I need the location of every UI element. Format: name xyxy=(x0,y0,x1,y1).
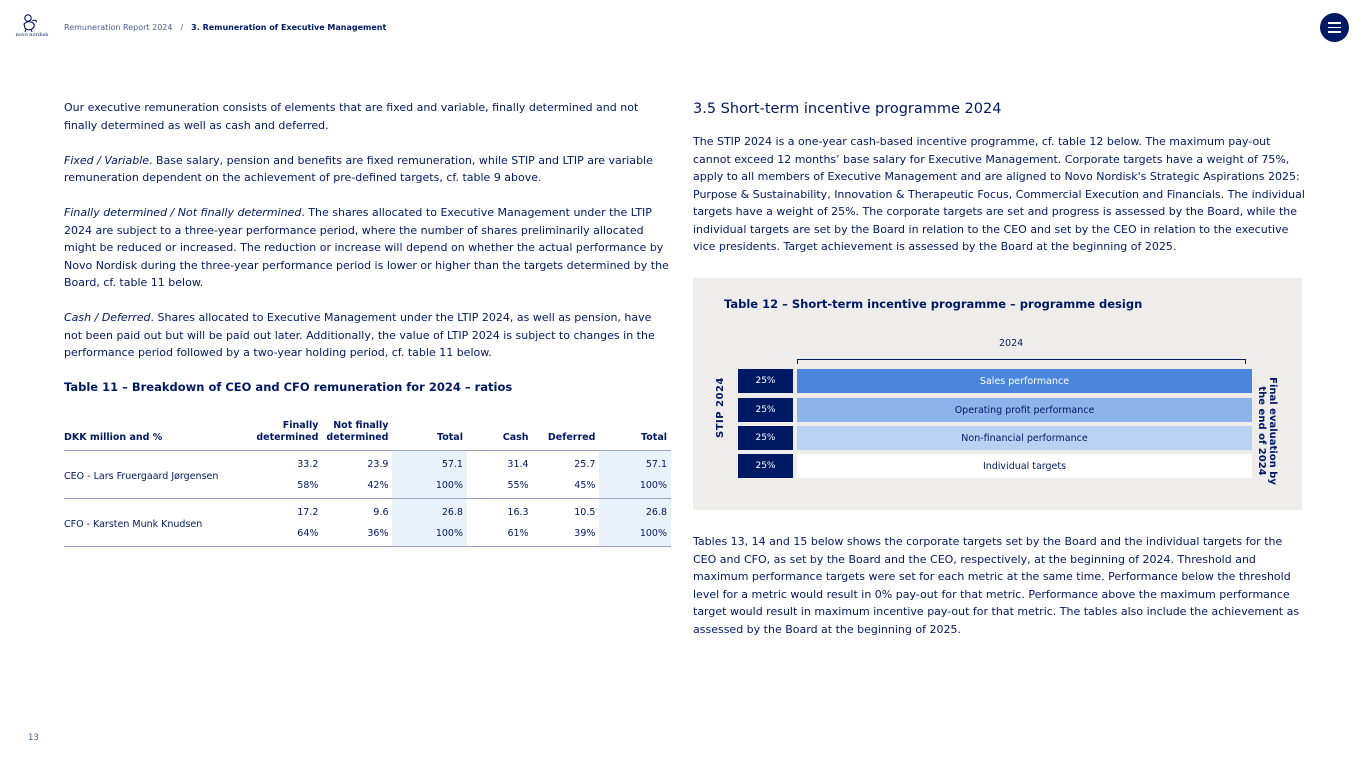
weight-badge: 25% xyxy=(738,398,793,422)
header-line: determined xyxy=(326,431,389,443)
final-evaluation-text xyxy=(1256,376,1278,486)
table-cell: 16.3 xyxy=(507,506,529,518)
paragraph-finally-determined xyxy=(64,204,672,292)
table-cell: 57.1 xyxy=(392,450,467,474)
design-row-non-financial xyxy=(738,426,1252,450)
logo-wordmark: novo nordisk xyxy=(15,32,49,38)
table-11-ratios xyxy=(64,414,671,547)
column-header-cash: Cash xyxy=(467,414,533,450)
weight-badge: 25% xyxy=(738,454,793,478)
column-header-total: Total xyxy=(392,414,467,450)
column-header-not-finally-determined xyxy=(322,414,392,450)
column-header-total-2: Total xyxy=(599,414,671,450)
table-cell: 64% xyxy=(252,522,322,546)
table-cell: 55% xyxy=(467,474,533,498)
table-cell: 57.1 xyxy=(599,450,671,474)
breadcrumb-root[interactable]: Remuneration Report 2024 xyxy=(64,23,173,32)
table-cell: 45% xyxy=(533,474,600,498)
design-row-individual xyxy=(738,454,1252,478)
year-bracket-tick xyxy=(1245,359,1246,364)
table-cell: 17.2 xyxy=(297,506,319,518)
breadcrumb-current[interactable]: 3. Remuneration of Executive Management xyxy=(191,23,387,32)
table-cell: 42% xyxy=(322,474,392,498)
table-cell: 26.8 xyxy=(392,498,467,522)
table-cell: 61% xyxy=(467,522,533,546)
table-cell: 100% xyxy=(599,474,671,498)
page-number: 13 xyxy=(28,733,39,743)
table-cell: 23.9 xyxy=(367,458,389,470)
label-line: the end of 2024 xyxy=(1256,386,1267,476)
hamburger-menu-icon-line xyxy=(1328,27,1341,28)
row-name-cfo: CFO - Karsten Munk Knudsen xyxy=(64,498,252,546)
page-header xyxy=(0,0,1365,56)
table-cell: 36% xyxy=(322,522,392,546)
row-name-ceo: CEO - Lars Fruergaard Jørgensen xyxy=(64,450,252,498)
year-bracket-tick xyxy=(797,359,798,364)
paragraph-text: . Base salary, pension and benefits are fixed remuneration, while STIP and LTIP are variable remuneration dependent on the achievement of pre-defined targets, cf. table 9 above. xyxy=(64,153,653,184)
section-title: 3.5 Short-term incentive programme 2024 xyxy=(693,101,1002,117)
table-cell: 58% xyxy=(252,474,322,498)
term-cash-deferred: Cash / Deferred xyxy=(64,311,151,324)
stip-2024-label: STIP 2024 xyxy=(715,377,726,438)
table-cell: 9.6 xyxy=(373,506,389,518)
term-fixed-variable: Fixed / Variable xyxy=(64,153,150,167)
label-line: Final evaluation by xyxy=(1267,377,1278,485)
design-row-operating-profit xyxy=(738,398,1252,422)
paragraph-fixed-variable xyxy=(64,152,672,187)
component-bar-operating-profit: Operating profit performance xyxy=(797,398,1252,422)
table-cell: 33.2 xyxy=(297,458,319,470)
year-bracket-line xyxy=(797,359,1246,360)
table-cell: 26.8 xyxy=(599,498,671,522)
novo-nordisk-logo[interactable] xyxy=(14,12,50,42)
breadcrumb xyxy=(64,23,386,32)
weight-badge: 25% xyxy=(738,369,793,393)
paragraph-text: . Shares allocated to Executive Management under the LTIP 2024, as well as pension, have not been paid out but will be paid out later. Additionally, the value of LTIP 2024 is subject to changes in the performance period followed by a two-year holding period, cf. table 11 below. xyxy=(64,311,655,359)
table-cell: 39% xyxy=(533,522,600,546)
table-cell: 100% xyxy=(392,474,467,498)
paragraph-intro: Our executive remuneration consists of elements that are fixed and variable, finally determined and not finally determined as well as cash and deferred. xyxy=(64,101,639,132)
table-cell: 31.4 xyxy=(507,458,529,470)
paragraph-targets: Tables 13, 14 and 15 below shows the corporate targets set by the Board and the individual targets for the CEO and CFO, as set by the Board and the CEO, respectively, at the beginning of 2024. Threshold and maximum performance targets were set for each metric at the same time. Performance below the threshold level for a metric would result in 0% pay-out for that metric. Performance above the maximum performance target would result in maximum incentive pay-out for that metric. The tables also include the achievement as assessed by the Board at the beginning of 2025. xyxy=(693,535,1300,636)
column-header-dkk: DKK million and % xyxy=(64,414,252,450)
header-line: Finally xyxy=(282,419,319,431)
apis-bull-logo-icon xyxy=(14,12,50,34)
table-cell: 25.7 xyxy=(574,458,596,470)
table-header-row xyxy=(64,414,671,450)
component-bar-non-financial: Non-financial performance xyxy=(797,426,1252,450)
header-line: determined xyxy=(256,431,319,443)
hamburger-menu-icon-line xyxy=(1328,22,1341,23)
table-11-title: Table 11 – Breakdown of CEO and CFO remuneration for 2024 – ratios xyxy=(64,380,513,394)
component-bar-sales: Sales performance xyxy=(797,369,1252,393)
paragraph-text: . The shares allocated to Executive Management under the LTIP 2024 are subject to a three-year performance period, where the number of shares preliminarily allocated might be reduced or increased. The reduction or increase will depend on whether the actual performance by Novo Nordisk during the three-year performance period is lower or higher than the targets determined by the Board, cf. table 11 below. xyxy=(64,206,669,289)
table-cell: 100% xyxy=(599,522,671,546)
hamburger-menu-button[interactable] xyxy=(1320,13,1349,42)
breadcrumb-separator: / xyxy=(180,23,184,32)
table-cell: 10.5 xyxy=(574,506,596,518)
component-bar-individual: Individual targets xyxy=(797,454,1252,478)
term-finally-determined: Finally determined / Not finally determined xyxy=(64,206,302,219)
column-header-deferred: Deferred xyxy=(533,414,600,450)
year-label: 2024 xyxy=(999,338,1024,349)
design-row-sales xyxy=(738,369,1252,393)
paragraph-stip: The STIP 2024 is a one-year cash-based incentive programme, cf. table 12 below. The maximum pay-out cannot exceed 12 months’ base salary for Executive Management. Corporate targets have a weight of 75%, apply to all members of Executive Management and are aligned to Novo Nordisk's Strategic Aspirations 2025: Purpose & Sustainability, Innovation & Therapeutic Focus, Commercial Execution and Financials. The individual targets have a weight of 25%. The corporate targets are set and progress is assessed by the Board, while the individual targets are set by the Board in relation to the CEO and set by the CEO in relation to the executive vice presidents. Target achievement is assessed by the Board at the beginning of 2025. xyxy=(693,135,1305,253)
table-cell: 100% xyxy=(392,522,467,546)
paragraph-cash-deferred xyxy=(64,309,672,362)
table-row xyxy=(64,450,671,474)
table-12-programme-design xyxy=(693,278,1302,510)
header-line: Not finally xyxy=(333,419,389,431)
column-header-finally-determined xyxy=(252,414,322,450)
hamburger-menu-icon-line xyxy=(1328,31,1341,32)
table-row xyxy=(64,498,671,522)
table-12-title: Table 12 – Short-term incentive programme – programme design xyxy=(724,297,1143,311)
left-column xyxy=(64,99,672,397)
weight-badge: 25% xyxy=(738,426,793,450)
right-column xyxy=(693,99,1305,256)
